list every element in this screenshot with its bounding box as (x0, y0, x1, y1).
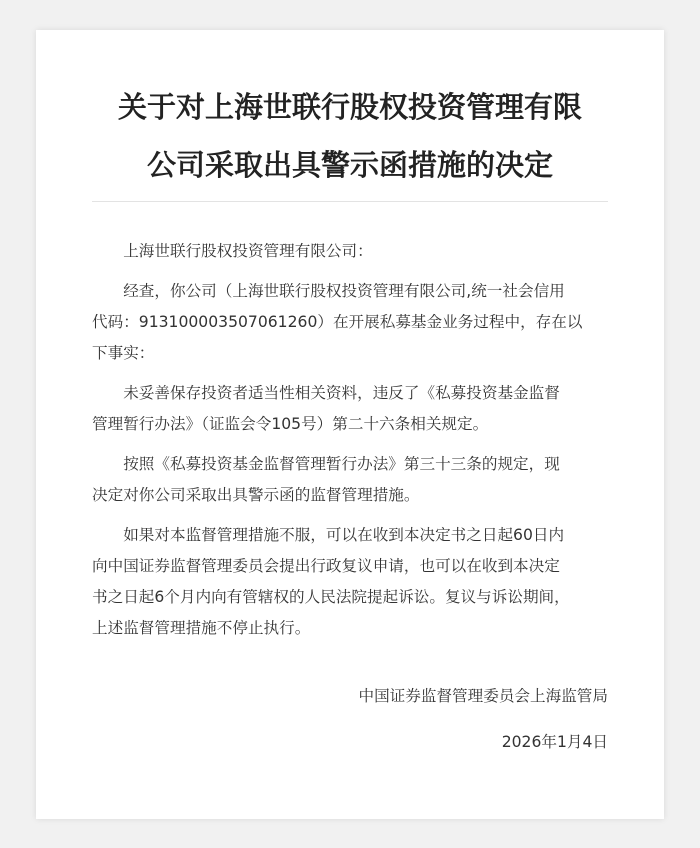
paragraph-line: 上述监督管理措施不停止执行。 (92, 619, 311, 637)
title-line-2: 公司采取出具警示函措施的决定 (146, 148, 553, 182)
paragraph-findings (92, 276, 608, 369)
paragraph-line: 管理暂行办法》（证监会令105号）第二十六条相关规定。 (92, 415, 489, 433)
paragraph-line: 向中国证券监督管理委员会提出行政复议申请，也可以在收到本决定 (92, 557, 560, 575)
paragraph-line: 经查，你公司（上海世联行股权投资管理有限公司,统一社会信用 (123, 282, 565, 300)
document-title (92, 78, 608, 194)
issuer-signature: 中国证券监督管理委员会上海监管局 (358, 687, 608, 705)
addressee: 上海世联行股权投资管理有限公司： (123, 242, 373, 260)
paragraph-violation (92, 378, 608, 440)
issue-date: 2026年1月4日 (501, 733, 608, 751)
paragraph-line: 未妥善保存投资者适当性相关资料，违反了《私募投资基金监督 (123, 384, 560, 402)
title-line-1: 关于对上海世联行股权投资管理有限 (117, 90, 582, 124)
paragraph-decision (92, 449, 608, 511)
document-card (36, 30, 664, 819)
document-body (92, 236, 608, 653)
paragraph-line: 书之日起6个月内向有管辖权的人民法院提起诉讼。复议与诉讼期间， (92, 588, 570, 606)
paragraph-line: 按照《私募投资基金监督管理暂行办法》第三十三条的规定，现 (123, 455, 560, 473)
paragraph-line: 下事实： (92, 344, 155, 362)
title-divider (92, 201, 608, 202)
paragraph-line: 如果对本监督管理措施不服，可以在收到本决定书之日起60日内 (123, 526, 565, 544)
paragraph-line: 代码：913100003507061260）在开展私募基金业务过程中，存在以 (92, 313, 583, 331)
paragraph-line: 决定对你公司采取出具警示函的监督管理措施。 (92, 486, 420, 504)
paragraph-appeal (92, 520, 608, 644)
